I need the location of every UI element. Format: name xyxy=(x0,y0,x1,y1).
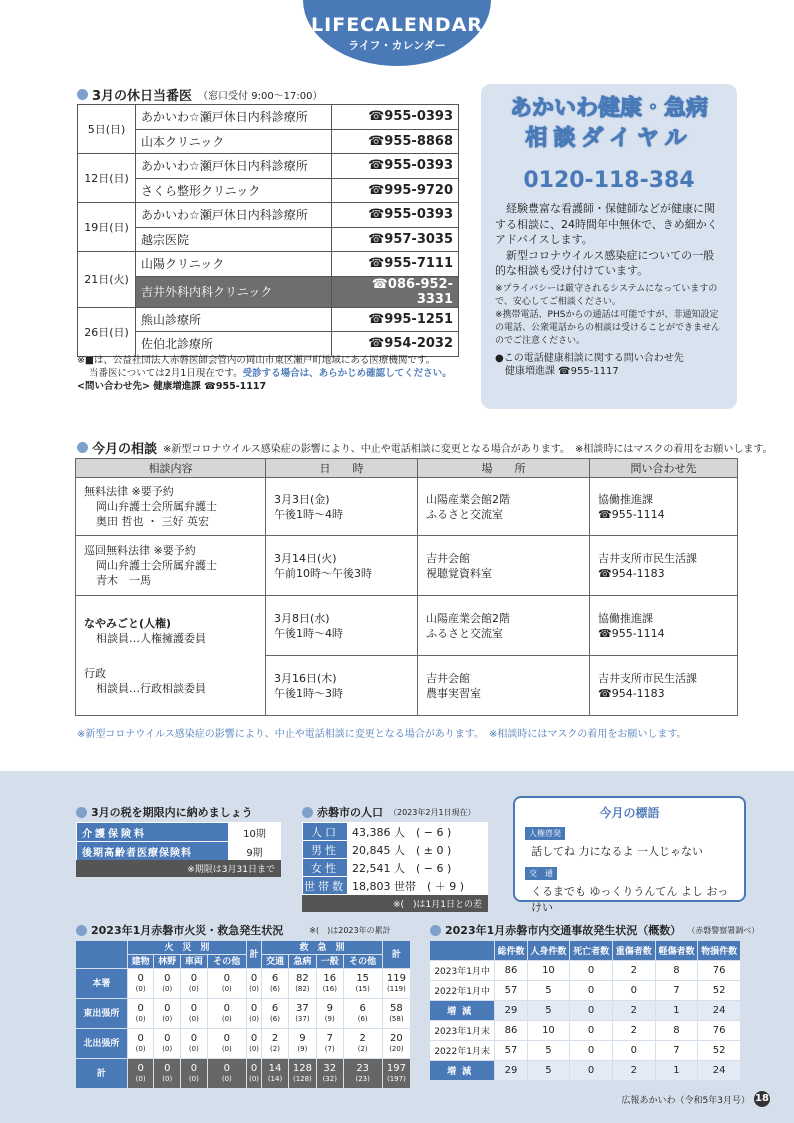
fire-subheader: 急病 xyxy=(288,955,316,969)
fire-cumulative: (6) xyxy=(270,1014,280,1023)
motto-title: 今月の標語 xyxy=(599,806,660,820)
table-row xyxy=(76,969,411,999)
fire-value: 23 xyxy=(356,1062,370,1074)
fire-table xyxy=(75,940,411,1089)
fire-cumulative: (14) xyxy=(267,1074,283,1083)
traffic-heading: 2023年1月赤磐市内交通事故発生状況（概数） （赤磐警察署調べ） xyxy=(430,922,759,938)
fire-value: 197 xyxy=(386,1062,406,1074)
fire-group: 火 災 別 xyxy=(127,941,246,955)
fire-cumulative: (2) xyxy=(357,1044,368,1053)
fire-cell xyxy=(316,969,343,999)
fire-cumulative: (0) xyxy=(162,984,173,993)
fire-value: 128 xyxy=(292,1062,312,1074)
traffic-row-label: 増減 xyxy=(430,1001,495,1021)
traffic-cell: 8 xyxy=(655,961,698,981)
fire-value: 119 xyxy=(386,972,406,984)
dial-body: 経験豊富な看護師・保健師などが健康に関する相談に、24時間年中無休で、きめ細かくアドバイスします。 新型コロナウイルス感染症についての一般的な相談も受け付けています。 xyxy=(495,202,718,277)
traffic-cell: 57 xyxy=(495,981,527,1001)
table-row xyxy=(430,941,741,961)
duty-phone: ☎955-0393 xyxy=(332,105,459,130)
traffic-cell: 24 xyxy=(698,1061,741,1081)
fire-value: 0 xyxy=(164,1032,171,1044)
dial-phone[interactable]: 0120-118-384 xyxy=(523,168,695,193)
fire-cell xyxy=(316,999,343,1029)
traffic-cell: 8 xyxy=(655,1021,698,1041)
traffic-cell: 5 xyxy=(527,981,570,1001)
fire-cell xyxy=(382,1029,410,1059)
traffic-cell: 29 xyxy=(495,1001,527,1021)
table-row xyxy=(430,1001,741,1021)
fire-cell xyxy=(382,999,410,1029)
fire-cumulative: (0) xyxy=(162,1044,173,1053)
table-row: 巡回無料法律 ※要予約 岡山弁護士会所属弁護士 青木 一馬 3月14日(火) 午前10時～午後3時 吉井会館 視聴覚資料室 吉井支所市民生活課 ☎954-1183 xyxy=(76,536,738,596)
fire-subheader: 車両 xyxy=(181,955,208,969)
fire-cumulative: (0) xyxy=(249,1044,260,1053)
table-row xyxy=(76,1029,411,1059)
traffic-header: 死亡者数 xyxy=(570,941,613,961)
fire-cumulative: (0) xyxy=(188,1044,199,1053)
traffic-cell: 52 xyxy=(698,981,741,1001)
fire-cumulative: (0) xyxy=(249,1074,260,1083)
fire-cell xyxy=(181,999,208,1029)
traffic-table xyxy=(429,940,741,1081)
traffic-cell: 86 xyxy=(495,1021,527,1041)
traffic-row-label: 2022年1月末 xyxy=(430,1041,495,1061)
fire-value: 0 xyxy=(164,1062,171,1074)
traffic-cell: 0 xyxy=(612,1041,655,1061)
fire-value: 14 xyxy=(268,1062,282,1074)
fire-value: 6 xyxy=(271,972,279,984)
fire-subheader: 交通 xyxy=(262,955,289,969)
fire-cumulative: (0) xyxy=(221,1044,232,1053)
fire-value: 15 xyxy=(356,972,370,984)
pop-value: 22,541 人 ( − 6 ) xyxy=(348,859,488,877)
pop-label: 人口 xyxy=(303,823,348,841)
duty-clinic: 山本クリニック xyxy=(136,129,332,154)
traffic-cell: 29 xyxy=(495,1061,527,1081)
fire-cell xyxy=(343,1029,382,1059)
fire-heading: 2023年1月赤磐市火災・救急発生状況 ※( )は2023年の累計 xyxy=(76,922,391,938)
table-row xyxy=(430,1061,741,1081)
traffic-cell: 10 xyxy=(527,1021,570,1041)
tax-note: ※期限は3月31日まで xyxy=(76,860,281,877)
traffic-cell: 57 xyxy=(495,1041,527,1061)
fire-subheader: その他 xyxy=(207,955,246,969)
traffic-row-label: 2023年1月中 xyxy=(430,961,495,981)
traffic-cell: 24 xyxy=(698,1001,741,1021)
bullet-icon xyxy=(77,442,88,453)
header-subtitle: ライフ・カレンダー xyxy=(348,39,446,52)
fire-cumulative: (82) xyxy=(295,984,310,993)
duty-phone: ☎955-0393 xyxy=(332,203,459,228)
fire-cell xyxy=(246,999,261,1029)
duty-clinic: 越宗医院 xyxy=(136,227,332,252)
fire-value: 0 xyxy=(190,1002,198,1014)
duty-phone: ☎086-952-3331 xyxy=(332,276,459,307)
fire-value: 16 xyxy=(323,972,337,984)
fire-cumulative: (0) xyxy=(249,984,260,993)
fire-cumulative: (119) xyxy=(386,984,406,993)
fire-cell xyxy=(343,969,382,999)
fire-value: 0 xyxy=(250,1002,258,1014)
pop-label: 女性 xyxy=(303,859,348,877)
traffic-header: 重傷者数 xyxy=(612,941,655,961)
table-row xyxy=(303,877,488,895)
pop-value: 18,803 世帯 ( ＋ 9 ) xyxy=(348,877,488,895)
fire-value: 0 xyxy=(250,1062,258,1074)
fire-cell xyxy=(288,1059,316,1089)
fire-cell xyxy=(316,1059,343,1089)
fire-cell xyxy=(207,1059,246,1089)
fire-cell xyxy=(154,969,181,999)
fire-cell xyxy=(316,1029,343,1059)
table-row: なやみごと(人権) 相談員…人権擁護委員 行政 相談員…行政相談委員 3月8日(水) 午後1時～4時 山陽産業会館2階 ふるさと交流室 協働推進課 ☎955-1114 xyxy=(76,596,738,656)
bullet-icon xyxy=(430,925,441,936)
duty-phone: ☎995-1251 xyxy=(332,307,459,332)
consult-heading: 今月の相談 ※新型コロナウイルス感染症の影響により、中止や電話相談に変更となる場合があります。 ※相談時にはマスクの着用をお願いします。 xyxy=(77,438,773,457)
fire-subheader: 建物 xyxy=(127,955,154,969)
traffic-cell: 0 xyxy=(570,961,613,981)
fire-value: 0 xyxy=(223,1062,230,1074)
traffic-cell: 2 xyxy=(612,961,655,981)
fire-value: 0 xyxy=(223,972,230,984)
fire-cumulative: (6) xyxy=(270,984,280,993)
fire-cumulative: (2) xyxy=(270,1044,280,1053)
fire-row-label: 計 xyxy=(76,1059,128,1089)
fire-cell xyxy=(262,969,289,999)
fire-cumulative: (9) xyxy=(324,1014,335,1023)
traffic-header: 軽傷者数 xyxy=(655,941,698,961)
duty-clinic: 熊山診療所 xyxy=(136,307,332,332)
table-row xyxy=(76,941,411,955)
table-row xyxy=(430,961,741,981)
fire-cell xyxy=(288,1029,316,1059)
traffic-cell: 0 xyxy=(612,981,655,1001)
fire-value: 9 xyxy=(299,1032,306,1044)
fire-cumulative: (7) xyxy=(324,1044,335,1053)
table-row xyxy=(76,1059,411,1089)
fire-cumulative: (0) xyxy=(221,1074,232,1083)
holiday-table xyxy=(77,104,459,357)
traffic-cell: 2 xyxy=(612,1001,655,1021)
fire-cumulative: (0) xyxy=(135,1074,146,1083)
duty-date: 21日(火) xyxy=(78,252,136,308)
duty-clinic: さくら整形クリニック xyxy=(136,178,332,203)
fire-cell xyxy=(382,969,410,999)
duty-clinic: 山陽クリニック xyxy=(136,252,332,277)
fire-cell xyxy=(262,1059,289,1089)
fire-value: 0 xyxy=(137,972,144,984)
holiday-heading: 3月の休日当番医 （窓口受付 9:00～17:00） xyxy=(77,85,323,104)
fire-cell xyxy=(127,999,154,1029)
fire-cumulative: (58) xyxy=(389,1014,404,1023)
duty-date: 12日(日) xyxy=(78,154,136,203)
duty-phone: ☎955-7111 xyxy=(332,252,459,277)
duty-phone: ☎955-0393 xyxy=(332,154,459,179)
fire-cumulative: (6) xyxy=(357,1014,368,1023)
table-row xyxy=(78,154,459,179)
fire-cumulative: (0) xyxy=(188,984,199,993)
fire-cumulative: (20) xyxy=(389,1044,404,1053)
fire-cumulative: (32) xyxy=(322,1074,337,1083)
ems-total: 計 xyxy=(382,941,410,969)
table-row: 無料法律 ※要予約 岡山弁護士会所属弁護士 奥田 哲也 ・ 三好 英宏 3月3日(金) 午後1時～4時 山陽産業会館2階 ふるさと交流室 協働推進課 ☎955-1114 xyxy=(76,478,738,536)
fire-cumulative: (0) xyxy=(249,1014,260,1023)
fire-cumulative: (0) xyxy=(188,1014,199,1023)
pop-label: 世帯数 xyxy=(303,877,348,895)
traffic-cell: 10 xyxy=(527,961,570,981)
fire-value: 0 xyxy=(250,972,258,984)
fire-cell xyxy=(288,969,316,999)
table-row xyxy=(76,999,411,1029)
table-row xyxy=(430,1021,741,1041)
duty-clinic: 吉井外科内科クリニック xyxy=(136,276,332,307)
traffic-cell: 0 xyxy=(570,1061,613,1081)
traffic-cell: 7 xyxy=(655,1041,698,1061)
fire-row-label: 本署 xyxy=(76,969,128,999)
fire-cumulative: (0) xyxy=(135,1014,146,1023)
bullet-icon xyxy=(76,925,87,936)
traffic-cell: 1 xyxy=(655,1061,698,1081)
traffic-cell: 76 xyxy=(698,1021,741,1041)
fire-cell xyxy=(262,1029,289,1059)
footer: 広報あかいわ（令和5年3月号） 18 xyxy=(621,1093,769,1106)
fire-cell xyxy=(154,1029,181,1059)
table-row xyxy=(78,307,459,332)
fire-cell xyxy=(382,1059,410,1089)
fire-cell xyxy=(262,999,289,1029)
fire-cumulative: (23) xyxy=(355,1074,370,1083)
page-number: 18 xyxy=(754,1091,770,1107)
fire-subheader: その他 xyxy=(343,955,382,969)
traffic-header: 物損件数 xyxy=(698,941,741,961)
fire-row-label: 東出張所 xyxy=(76,999,128,1029)
fire-cell xyxy=(181,969,208,999)
fire-cumulative: (0) xyxy=(135,1044,146,1053)
fire-value: 0 xyxy=(190,1062,198,1074)
fire-cell xyxy=(181,1059,208,1089)
traffic-cell: 0 xyxy=(570,1001,613,1021)
fire-cumulative: (128) xyxy=(292,1074,312,1083)
fire-cell xyxy=(154,999,181,1029)
duty-phone: ☎954-2032 xyxy=(332,332,459,357)
fire-row-label: 北出張所 xyxy=(76,1029,128,1059)
fire-cell xyxy=(288,999,316,1029)
fire-value: 32 xyxy=(323,1062,337,1074)
fire-cumulative: (0) xyxy=(221,984,232,993)
tax-table: 介護保険料 10期 後期高齢者医療保険料 9期 xyxy=(76,822,281,861)
fire-cell xyxy=(343,999,382,1029)
table-row xyxy=(78,276,459,307)
pop-value: 20,845 人 ( ± 0 ) xyxy=(348,841,488,859)
fire-cell xyxy=(207,1029,246,1059)
pop-note: ※( )は1月1日との差 xyxy=(302,895,488,912)
fire-subheader: 林野 xyxy=(154,955,181,969)
fire-value: 2 xyxy=(271,1032,279,1044)
duty-phone: ☎955-8868 xyxy=(332,129,459,154)
duty-date: 19日(日) xyxy=(78,203,136,252)
traffic-row-label: 増減 xyxy=(430,1061,495,1081)
fire-cumulative: (15) xyxy=(355,984,370,993)
fire-value: 0 xyxy=(137,1002,144,1014)
traffic-header: 人身件数 xyxy=(527,941,570,961)
fire-value: 0 xyxy=(190,1032,198,1044)
traffic-cell: 2 xyxy=(612,1061,655,1081)
tax-heading: 3月の税を期限内に納めましょう xyxy=(76,804,253,820)
table-row xyxy=(78,105,459,130)
fire-value: 2 xyxy=(359,1032,366,1044)
fire-cell xyxy=(246,969,261,999)
fire-cell xyxy=(246,1059,261,1089)
fire-cell xyxy=(127,969,154,999)
fire-total: 計 xyxy=(246,941,261,969)
fire-value: 6 xyxy=(271,1002,279,1014)
table-row xyxy=(303,823,488,841)
fire-cumulative: (0) xyxy=(162,1014,173,1023)
table-row xyxy=(303,841,488,859)
bullet-icon xyxy=(76,807,87,818)
table-row xyxy=(78,332,459,357)
duty-date: 5日(日) xyxy=(78,105,136,154)
pop-heading: 赤磐市の人口 （2023年2月1日現在） xyxy=(302,804,476,820)
fire-cell xyxy=(127,1059,154,1089)
table-row xyxy=(430,1041,741,1061)
fire-value: 37 xyxy=(296,1002,309,1014)
header-tab xyxy=(303,0,491,66)
fire-cell xyxy=(343,1059,382,1089)
fire-cell xyxy=(127,1029,154,1059)
fire-subheader: 一般 xyxy=(316,955,343,969)
table-row xyxy=(78,227,459,252)
fire-value: 0 xyxy=(190,972,198,984)
fire-cumulative: (9) xyxy=(297,1044,308,1053)
fire-cumulative: (0) xyxy=(162,1074,173,1083)
traffic-cell: 2 xyxy=(612,1021,655,1041)
fire-value: 9 xyxy=(326,1002,333,1014)
traffic-cell: 86 xyxy=(495,961,527,981)
holiday-notes: ※■は、公益社団法人赤磐医師会管内の岡山市東区瀬戸町地域にある医療機関です。 当番医については2月1日現在です。受診する場合は、あらかじめ確認してください。 <問い合わせ先> 健康増進課 ☎955-1117 xyxy=(77,355,452,392)
traffic-cell: 1 xyxy=(655,1001,698,1021)
traffic-cell: 0 xyxy=(570,1021,613,1041)
traffic-cell: 7 xyxy=(655,981,698,1001)
traffic-cell: 5 xyxy=(527,1041,570,1061)
fire-value: 0 xyxy=(250,1032,258,1044)
fire-cumulative: (37) xyxy=(295,1014,310,1023)
health-dial-box xyxy=(481,84,737,409)
duty-clinic: あかいわ☆瀬戸休日内科診療所 xyxy=(136,203,332,228)
fire-value: 6 xyxy=(359,1002,366,1014)
fire-cumulative: (0) xyxy=(188,1074,199,1083)
fire-value: 0 xyxy=(164,972,171,984)
traffic-cell: 52 xyxy=(698,1041,741,1061)
fire-value: 7 xyxy=(326,1032,333,1044)
table-row xyxy=(303,859,488,877)
table-row xyxy=(78,178,459,203)
traffic-cell: 5 xyxy=(527,1001,570,1021)
ems-group: 救 急 別 xyxy=(262,941,383,955)
traffic-row-label: 2022年1月中 xyxy=(430,981,495,1001)
duty-date: 26日(日) xyxy=(78,307,136,356)
table-row xyxy=(78,252,459,277)
pop-label: 男性 xyxy=(303,841,348,859)
fire-cumulative: (0) xyxy=(221,1014,232,1023)
table-row xyxy=(430,981,741,1001)
duty-phone: ☎995-9720 xyxy=(332,178,459,203)
fire-cell xyxy=(154,1059,181,1089)
fire-value: 0 xyxy=(164,1002,171,1014)
fire-cell xyxy=(207,999,246,1029)
bullet-icon xyxy=(302,807,313,818)
traffic-cell: 76 xyxy=(698,961,741,981)
duty-clinic: あかいわ☆瀬戸休日内科診療所 xyxy=(136,105,332,130)
duty-clinic: 佐伯北診療所 xyxy=(136,332,332,357)
traffic-row-label: 2023年1月末 xyxy=(430,1021,495,1041)
fire-value: 0 xyxy=(137,1062,144,1074)
traffic-cell: 0 xyxy=(570,1041,613,1061)
fire-cell xyxy=(181,1029,208,1059)
dial-title: あかいわ健康・急病 相談ダイヤル xyxy=(509,96,708,151)
motto-box: 今月の標語 人権啓発 話してね 力になるよ 一人じゃない 交 通 くるまでも ゆっくりうんてん よし おっけい xyxy=(513,796,746,902)
traffic-cell: 0 xyxy=(570,981,613,1001)
fire-cumulative: (0) xyxy=(135,984,146,993)
table-row xyxy=(78,129,459,154)
pop-value: 43,386 人 ( − 6 ) xyxy=(348,823,488,841)
traffic-cell: 5 xyxy=(527,1061,570,1081)
duty-phone: ☎957-3035 xyxy=(332,227,459,252)
fire-value: 0 xyxy=(223,1032,230,1044)
header-title: LIFECALENDAR xyxy=(311,14,483,36)
consult-note: ※新型コロナウイルス感染症の影響により、中止や電話相談に変更となる場合があります。 ※相談時にはマスクの着用をお願いします。 xyxy=(77,729,687,740)
table-row: 3月16日(木) 午後1時～3時 吉井会館 農事実習室 吉井支所市民生活課 ☎954-1183 xyxy=(76,656,738,716)
fire-cell xyxy=(207,969,246,999)
fire-value: 58 xyxy=(390,1002,403,1014)
fire-cumulative: (197) xyxy=(386,1074,406,1083)
fire-value: 0 xyxy=(223,1002,230,1014)
fire-value: 20 xyxy=(390,1032,403,1044)
fire-cell xyxy=(246,1029,261,1059)
fire-cumulative: (16) xyxy=(322,984,337,993)
fire-value: 0 xyxy=(137,1032,144,1044)
dial-notes: ※プライバシーは厳守されるシステムになっていますので、安心してご相談ください。 ※携帯電話、PHSからの通話は可能ですが、非通知設定の電話、公衆電話からの相談は受けることができませんのでご注意ください。 ●この電話健康相談に関する問い合わせ先 健康増進課 ☎955-1117 xyxy=(495,283,721,377)
duty-clinic: あかいわ☆瀬戸休日内科診療所 xyxy=(136,154,332,179)
bullet-icon xyxy=(77,89,88,100)
fire-value: 82 xyxy=(296,972,309,984)
consult-table: 相談内容 日 時 場 所 問い合わせ先 無料法律 ※要予約 岡山弁護士会所属弁護士 奥田 哲也 ・ 三好 英宏 3月3日(金) 午後1時～4時 山陽産業会館2階 ふるさと交流室 協働推進課 ☎955-1114 巡回無料法律 ※要予約 岡山弁護士会所属弁護士 青木 一馬 3月14日(火) 午前10時～午後3時 吉井会館 視聴覚資料室 吉井支所市民生活課 ☎954-1183 なやみごと(人権) 相談員…人権擁護委員 行政 相談員…行政相談委員 3月8日(水) 午後1時～4時 山陽産業会館2階 ふるさと交流室 協働推進課 ☎955-1114 3月16日(木) 午後1時～3時 吉井会館 農事実習室 吉井支所市民生活課 ☎954-1183 xyxy=(75,458,738,716)
table-row xyxy=(78,203,459,228)
traffic-header: 総件数 xyxy=(495,941,527,961)
pop-table xyxy=(302,822,488,895)
